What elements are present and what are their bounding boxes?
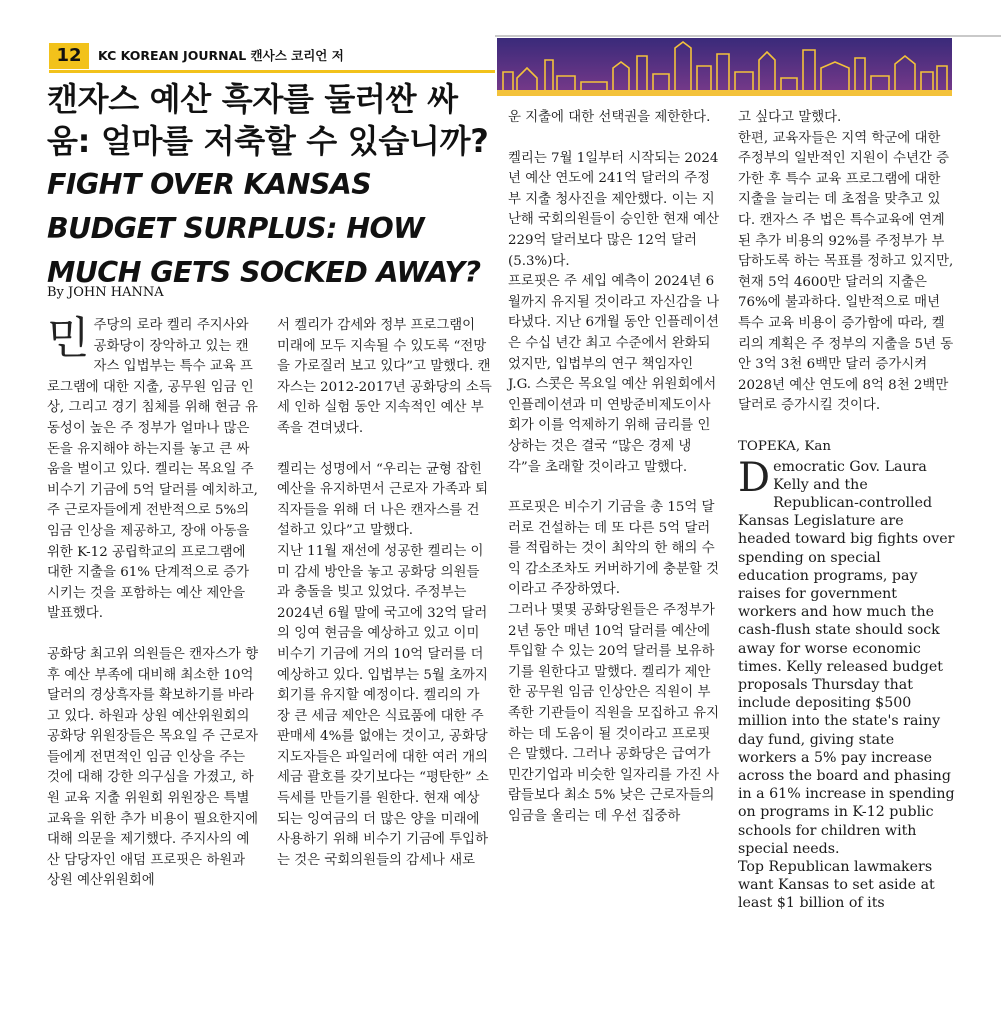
paragraph: 프로핏은 비수기 기금을 총 15억 달러로 건설하는 데 또 다른 5억 달러를 적립하는 것이 최악의 한 해의 수익 감소조차도 커버하기에 충분할 것이라고 주장하였다. <box>508 500 720 598</box>
headline-english: FIGHT OVER KANSAS BUDGET SURPLUS: HOW MUCH GETS SOCKED AWAY? <box>47 168 481 289</box>
column-1 <box>47 313 259 892</box>
publication-name: KC KOREAN JOURNAL 캔사스 코리언 저 <box>98 48 344 63</box>
english-paragraph: Top Republican lawmakers want Kansas to set aside at least $1 billion of its <box>738 858 935 912</box>
paragraph: 서 켈리가 감세와 정부 프로그램이 미래에 모두 지속될 수 있도록 “전망을 가로질러 보고 있다”고 말했다. 캔자스는 2012-2017년 공화당의 소득세 인하 실험 동안 지속적인 예산 부족을 견뎌냈다. <box>277 318 492 436</box>
english-paragraph <box>738 454 956 858</box>
paragraph: 공화당 최고위 의원들은 캔자스가 향후 예산 부족에 대비해 최소한 10억 달러의 경상흑자를 확보하기를 바라고 있다. 하원과 상원 예산위원회의 공화당 위원장들은 목요일 주 근로자들에게 전면적인 임금 인상을 주는 것에 대해 강한 의구심을 가졌고, 하원 교육 지출 위원회 위원장은 특별 교육을 위한 추가 비용이 필요한지에 대해 의문을 제기했다. 주지사의 예산 담당자인 애덤 프로핏은 하원과 상원 예산위원회에 <box>47 646 259 889</box>
byline: By JOHN HANNA <box>47 285 164 300</box>
top-border-line <box>495 35 1001 37</box>
dateline: TOPEKA, Kan <box>738 438 831 454</box>
paragraph-text: emocratic Gov. Laura Kelly and the Republican-controlled Kansas Legislature are headed toward big fights over spending on special education programs, pay raises for government workers and how much the cash-flush state should sock away for worse economic times. Kelly released budget proposals Thursday that include depositing $500 million into the state's rainy day fund, giving state workers a 5% pay increase across the board and phasing in a 61% increase in spending on programs in K-12 public schools for children with special needs. <box>738 458 955 857</box>
drop-cap: D <box>738 454 771 501</box>
paragraph: 켈리는 7월 1일부터 시작되는 2024년 예산 연도에 241억 달러의 주정부 지출 청사진을 제안했다. 이는 지난해 국회의원들이 승인한 현재 예산 229억 달러보다 많은 12억 달러(5.3%)다. <box>508 150 720 269</box>
city-skyline-banner <box>497 38 952 96</box>
paragraph <box>47 313 259 625</box>
paragraph: 프로핏은 주 세입 예측이 2024년 6월까지 유지될 것이라고 자신감을 나타냈다. 지난 6개월 동안 인플레이션은 수십 년간 최고 수준에서 완화되었지만, 입법부의 연구 책임자인 J.G. 스콧은 목요일 예산 위원회에서 인플레이션과 미 연방준비제도이사회가 이를 억제하기 위해 금리를 인상하는 것은 결국 “많은 경제 냉각”을 초래할 것이라고 말했다. <box>508 274 720 475</box>
page-number: 12 <box>49 43 89 69</box>
paragraph-text: 주당의 로라 켈리 주지사와 공화당이 장악하고 있는 캔자스 입법부는 특수 교육 프로그램에 대한 지출, 공무원 임금 인상, 그리고 경기 침체를 위해 현금 유동성이 높은 주 정부가 얼마나 많은 돈을 유지해야 하는지를 놓고 큰 싸움을 벌이고 있다. 켈리는 목요일 주 비수기 기금에 5억 달러를 예치하고, 주 근로자들에게 전반적으로 5%의 임금 인상을 제공하고, 장애 아동을 위한 K-12 공립학교의 프로그램에 대한 지출을 61% 단계적으로 증가시키는 것을 포함하는 예산 제안을 발표했다. <box>47 318 258 622</box>
headline-korean: 캔자스 예산 흑자를 둘러싼 싸움: 얼마를 저축할 수 있습니까? <box>47 80 489 160</box>
headline <box>47 78 492 294</box>
paragraph: 운 지출에 대한 선택권을 제한한다. <box>508 110 711 125</box>
drop-cap: 민 <box>47 313 90 364</box>
paragraph: 고 싶다고 말했다. <box>738 110 842 125</box>
column-2 <box>277 316 492 871</box>
column-3 <box>508 108 720 828</box>
paragraph: 한편, 교육자들은 지역 학군에 대한 주정부의 일반적인 지원이 수년간 증가한 후 특수 교육 프로그램에 대한 지출을 늘리는 데 초점을 맞추고 있다. 캔자스 주 법은 특수교육에 연계된 추가 비용의 92%를 주정부가 부담하도록 하는 목표를 정하고 있지만, 현재 5억 4600만 달러의 지출은 76%에 불과하다. 일반적으로 매년 특수 교육 비용이 증가함에 따라, 켈리의 계획은 주 정부의 지출을 5년 동안 3억 3천 6백만 달러 증가시켜 2028년 예산 연도에 8억 8천 2백만 달러로 증가시킬 것이다. <box>738 130 954 414</box>
column-4 <box>738 108 956 913</box>
paragraph: 그러나 몇몇 공화당원들은 주정부가 2년 동안 매년 10억 달러를 예산에 투입할 수 있는 20억 달러를 보유하기를 원한다고 말했다. 켈리가 제안한 공무원 임금 인상안은 직원이 부족한 기관들이 직원을 모집하고 유지하는 데 도움이 될 것이라고 프로핏은 말했다. 그러나 공화당은 급여가 민간기업과 비슷한 일자리를 가진 사람들보다 최소 5% 낮은 근로자들의 임금을 올리는 데 우선 집중하 <box>508 603 720 824</box>
paragraph: 지난 11월 재선에 성공한 켈리는 이미 감세 방안을 놓고 공화당 의원들과 충돌을 빚고 있었다. 주정부는 2024년 6월 말에 국고에 32억 달러의 잉여 현금을 예상하고 있고 이미 비수기 기금에 거의 10억 달러를 더 예상하고 있다. 입법부는 5월 초까지 회기를 유지할 예정이다. 켈리의 가장 큰 세금 제안은 식료품에 대한 주 판매세 4%를 없애는 것이고, 공화당 지도자들은 파일러에 대한 여러 개의 세금 괄호를 갖기보다는 “평탄한” 소득세를 만들기를 원한다. 현재 예상되는 잉여금의 더 많은 양을 미래에 사용하기 위해 비수기 기금에 투입하는 것은 국회의원들의 감세나 새로 <box>277 543 489 868</box>
header-rule <box>49 70 495 73</box>
paragraph: 켈리는 성명에서 “우리는 균형 잡힌 예산을 유지하면서 근로자 가족과 퇴직자들을 위해 더 나은 캔자스를 건설하고 있다”고 말했다. <box>277 461 489 539</box>
